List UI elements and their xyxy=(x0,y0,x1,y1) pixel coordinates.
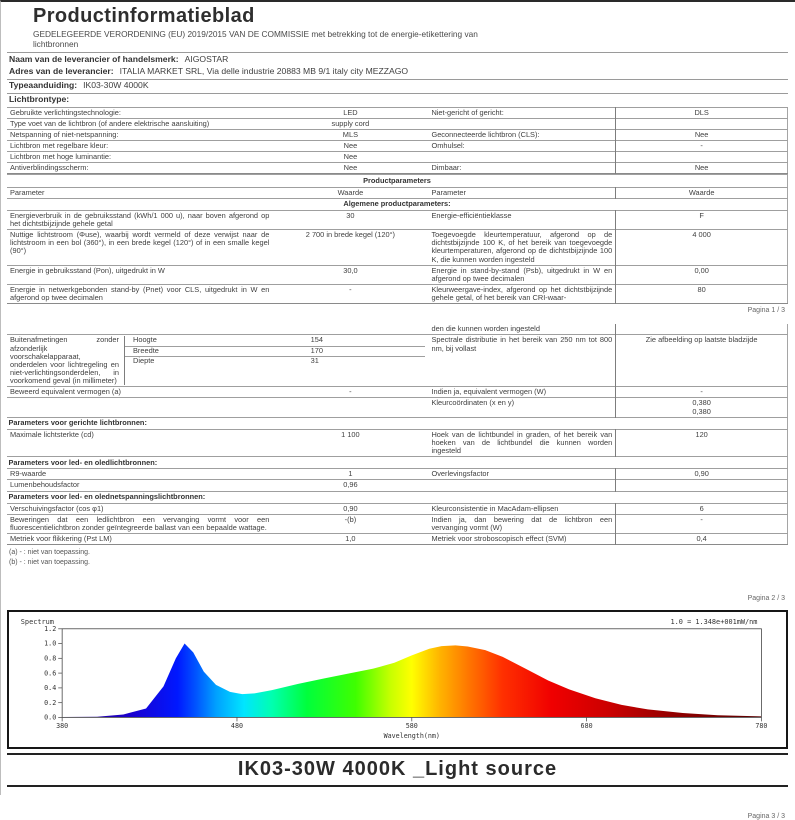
table-cell: 0,90 xyxy=(343,503,358,513)
table-cell: Metriek voor flikkering (Pst LM) xyxy=(10,534,112,544)
table-row xyxy=(7,163,788,174)
table-cell: Lichtbron met regelbare kleur: xyxy=(10,140,109,150)
table-row xyxy=(7,230,788,266)
table-cell: - xyxy=(616,387,788,398)
page-1 xyxy=(7,5,788,314)
table-cell: Energie-efficiëntieklasse xyxy=(431,210,512,220)
table-row xyxy=(7,534,788,545)
table-cell: Hoek van de lichtbundel in graden, of het bereik van hoeken van de lichtbundel die kunnen worden ingesteld xyxy=(431,429,613,456)
table-row xyxy=(7,129,788,140)
table-cell: Nee xyxy=(343,140,358,150)
page-2 xyxy=(7,324,788,601)
table-cell: 4 000 xyxy=(616,230,788,266)
table-cell: Kleurcoördinaten (x en y) xyxy=(431,398,515,408)
table-cell: Overlevingsfactor xyxy=(431,469,489,479)
table-row xyxy=(7,457,788,469)
table-cell: Kleurconsistentie in MacAdam-ellipsen xyxy=(431,503,559,513)
light-source-type-label: Lichtbrontype: xyxy=(9,94,70,105)
table-row xyxy=(7,514,788,533)
footnotes xyxy=(9,548,788,568)
table-cell: Verschuivingsfactor (cos φ1) xyxy=(10,503,104,513)
table-cell xyxy=(272,324,428,335)
table-cell: 0,00 xyxy=(616,265,788,284)
table-cell: - xyxy=(349,284,352,294)
light-source-info-table xyxy=(7,107,788,175)
table-row xyxy=(7,324,788,335)
tick-label: 480 xyxy=(230,721,244,730)
table-cell: Parameters voor led- en olednetspanningslichtbronnen: xyxy=(8,492,206,502)
table-cell: Nee xyxy=(343,152,358,162)
tick-label: 0.2 xyxy=(44,698,57,707)
tick-label: 780 xyxy=(755,721,768,730)
page-marker: Pagina 1 / 3 xyxy=(747,307,785,315)
table-cell xyxy=(272,398,428,417)
table-row xyxy=(7,140,788,151)
table-cell: Beweerd equivalent vermogen (a) xyxy=(10,387,121,397)
address-value: ITALIA MARKET SRL, Via delle industrie 20883 MB 9/1 italy city MEZZAGO xyxy=(119,66,409,77)
table-cell: R9-waarde xyxy=(10,469,47,479)
table-row xyxy=(7,107,788,118)
table-cell xyxy=(428,480,615,491)
table-cell: 1,0 xyxy=(345,534,356,544)
table-row xyxy=(7,491,788,503)
chart-scale-annotation: 1.0 = 1.348e+001mW/nm xyxy=(670,617,758,626)
table-cell: Indien ja, equivalent vermogen (W) xyxy=(431,387,547,397)
table-cell: Metriek voor stroboscopisch effect (SVM) xyxy=(431,534,567,544)
supplier-row xyxy=(7,52,788,66)
table-cell: Energie in netwerkgebonden stand-by (Pnet) voor CLS, uitgedrukt in W en afgerond op twee decimalen xyxy=(10,284,270,303)
dimension-row: Diepte 31 xyxy=(133,355,319,365)
table-cell: -(b) xyxy=(344,514,357,524)
address-label: Adres van de leverancier: xyxy=(9,66,114,77)
supplier-value: AIGOSTAR xyxy=(184,53,229,64)
spectrum-chart xyxy=(15,615,780,745)
table-row xyxy=(7,335,788,387)
dimensions-subtable xyxy=(124,336,425,385)
page-title: Productinformatieblad xyxy=(33,5,255,27)
table-cell: Indien ja, dan bewering dat de lichtbron een vervanging vormt (W) xyxy=(431,514,613,533)
table-cell xyxy=(428,118,615,129)
table-cell: F xyxy=(616,210,788,229)
table-cell: Toegevoegde kleurtemperatuur, afgerond op de dichtstbijzijnde 100 K, of het bereik van toegevoegde kleurtemperaturen, afgerond op de dichtstbijzijnde 100 K, die kunnen worden ingesteld xyxy=(431,230,613,264)
tick-label: 380 xyxy=(56,721,69,730)
tick-label: 0.6 xyxy=(44,668,57,677)
table-cell: Beweringen dat een ledlichtbron een vervanging vormt voor een fluorescentielichtbron zonder geïntegreerde ballast van een bepaalde wattage. xyxy=(10,514,270,533)
table-row xyxy=(7,284,788,303)
table-cell: 6 xyxy=(616,503,788,514)
table-cell: 0,4 xyxy=(616,534,788,545)
x-axis-label: Wavelength(nm) xyxy=(383,731,440,740)
table-cell: Algemene productparameters: xyxy=(343,199,451,209)
table-cell xyxy=(616,118,788,129)
footnote: (b) - : niet van toepassing. xyxy=(9,559,90,567)
table-row xyxy=(7,187,788,198)
table-cell: Netspanning of niet-netspanning: xyxy=(10,129,119,139)
table-cell: - xyxy=(616,514,788,533)
chart-title: Spectrum xyxy=(20,617,54,626)
page-marker: Pagina 2 / 3 xyxy=(747,594,785,602)
dimensions-label: Buitenafmetingen zonder afzonderlijk voorschakelapparaat, onderdelen voor lichtregeling en niet-verlichtingsonderdelen, in voorkomend geval (in millimeter) xyxy=(10,335,119,386)
table-row xyxy=(7,469,788,480)
tick-label: 580 xyxy=(405,721,418,730)
table-cell: 1 xyxy=(348,469,353,479)
type-designation-label: Typeaanduiding: xyxy=(9,80,78,91)
type-designation-value: IK03-30W 4000K xyxy=(83,80,149,91)
table-cell: Nuttige lichtstroom (Φuse), waarbij wordt vermeld of deze verwijst naar de lichtstroom in een bol (360°), in een brede kegel (120°) of in een smalle kegel (90°) xyxy=(10,230,270,256)
table-row xyxy=(7,265,788,284)
table-cell: Type voet van de lichtbron (of andere elektrische aansluiting) xyxy=(10,118,210,128)
tick-label: 1.0 xyxy=(44,639,57,648)
table-cell: Zie afbeelding op laatste bladzijde xyxy=(616,335,788,387)
tick-label: 0.0 xyxy=(44,713,57,722)
table-cell: Maximale lichtsterkte (cd) xyxy=(10,429,94,439)
table-cell: 2 700 in brede kegel (120°) xyxy=(305,230,396,240)
spectrum-curve xyxy=(62,643,761,717)
table-cell: Parameter xyxy=(431,187,466,197)
table-row xyxy=(7,480,788,491)
table-row xyxy=(7,417,788,429)
chart-caption: IK03-30W 4000K _Light source xyxy=(237,757,558,780)
light-source-type-row xyxy=(7,93,788,107)
table-cell: DLS xyxy=(616,107,788,118)
table-cell: 0,380 0,380 xyxy=(616,398,788,417)
table-row xyxy=(7,429,788,456)
table-cell: Energieverbruik in de gebruiksstand (kWh/1 000 u), naar boven afgerond op het dichtstbijzijnde gehele getal xyxy=(10,210,270,228)
table-row xyxy=(7,198,788,210)
table-cell: Spectrale distributie in het bereik van 250 nm tot 800 nm, bij vollast xyxy=(431,335,613,353)
table-cell: Gebruikte verlichtingstechnologie: xyxy=(10,107,121,117)
table-cell: supply cord xyxy=(331,118,370,128)
table-cell: Lichtbron met hoge luminantie: xyxy=(10,152,112,162)
supplier-label: Naam van de leverancier of handelsmerk: xyxy=(9,53,179,64)
footnote: (a) - : niet van toepassing. xyxy=(9,549,90,557)
tick-label: 0.8 xyxy=(44,654,57,663)
table-cell: Energie in stand-by-stand (Psb), uitgedrukt in W en afgerond op twee decimalen xyxy=(431,265,613,283)
table-cell: Geconnecteerde lichtbron (CLS): xyxy=(431,129,540,139)
table-cell: 30 xyxy=(346,210,355,220)
table-cell xyxy=(7,324,272,335)
table-cell: 1 100 xyxy=(341,429,360,439)
dimension-row: Breedte 170 xyxy=(125,347,425,357)
page-marker: Pagina 3 / 3 xyxy=(747,812,785,820)
dimension-row: Hoogte 154 xyxy=(125,336,425,346)
table-cell: Parameters voor led- en oledlichtbronnen: xyxy=(8,457,158,467)
table-cell xyxy=(428,152,615,163)
product-parameters-table xyxy=(7,174,788,304)
table-cell: Nee xyxy=(616,129,788,140)
tick-label: 1.2 xyxy=(44,624,57,633)
table-cell xyxy=(616,480,788,491)
table-cell xyxy=(616,324,788,335)
table-cell: 0,90 xyxy=(616,469,788,480)
table-cell: 30,0 xyxy=(343,265,358,275)
tick-label: 0.4 xyxy=(44,683,57,692)
table-cell: Lumenbehoudsfactor xyxy=(10,480,80,490)
table-cell: - xyxy=(616,140,788,151)
table-row xyxy=(7,118,788,129)
tick-label: 680 xyxy=(580,721,593,730)
table-cell xyxy=(7,398,272,417)
table-cell: - xyxy=(349,387,352,397)
table-cell xyxy=(7,335,428,387)
chart-caption-bar xyxy=(7,753,788,787)
page-3 xyxy=(7,610,788,820)
table-cell: Kleurweergave-index, afgerond op het dichtstbijzijnde gehele getal, of het bereik van CRI-waar- xyxy=(431,284,613,303)
table-cell xyxy=(616,152,788,163)
table-cell: Waarde xyxy=(616,187,788,198)
table-cell: Niet-gericht of gericht: xyxy=(431,107,504,117)
table-cell: Energie in gebruiksstand (Pon), uitgedrukt in W xyxy=(10,265,165,275)
table-cell: 80 xyxy=(616,284,788,303)
table-cell: Waarde xyxy=(337,187,364,197)
page2-parameters-table xyxy=(7,324,788,545)
table-cell: Antiverblindingsscherm: xyxy=(10,163,89,173)
table-row xyxy=(7,210,788,229)
table-cell: Parameters voor gerichte lichtbronnen: xyxy=(8,418,147,428)
table-cell: Nee xyxy=(343,163,358,173)
table-row xyxy=(7,175,788,187)
table-cell: 0,96 xyxy=(343,480,358,490)
table-row xyxy=(7,503,788,514)
table-row xyxy=(7,152,788,163)
table-cell: Parameter xyxy=(10,187,45,197)
address-row xyxy=(7,66,788,79)
table-row xyxy=(7,398,788,417)
table-cell: Dimbaar: xyxy=(431,163,462,173)
table-cell: LED xyxy=(343,107,358,117)
table-cell: 120 xyxy=(616,429,788,456)
type-designation-row xyxy=(7,79,788,93)
regulation-text: GEDELEGEERDE VERORDENING (EU) 2019/2015 VAN DE COMMISSIE met betrekking tot de energie-etikettering van lichtbronnen xyxy=(33,29,478,49)
spectrum-chart-box xyxy=(7,610,788,749)
table-cell: Omhulsel: xyxy=(431,140,465,150)
table-cell: Productparameters xyxy=(363,175,431,185)
table-cell: Nee xyxy=(616,163,788,174)
table-cell: MLS xyxy=(342,129,358,139)
table-cell: den die kunnen worden ingesteld xyxy=(431,324,540,334)
table-row xyxy=(7,387,788,398)
